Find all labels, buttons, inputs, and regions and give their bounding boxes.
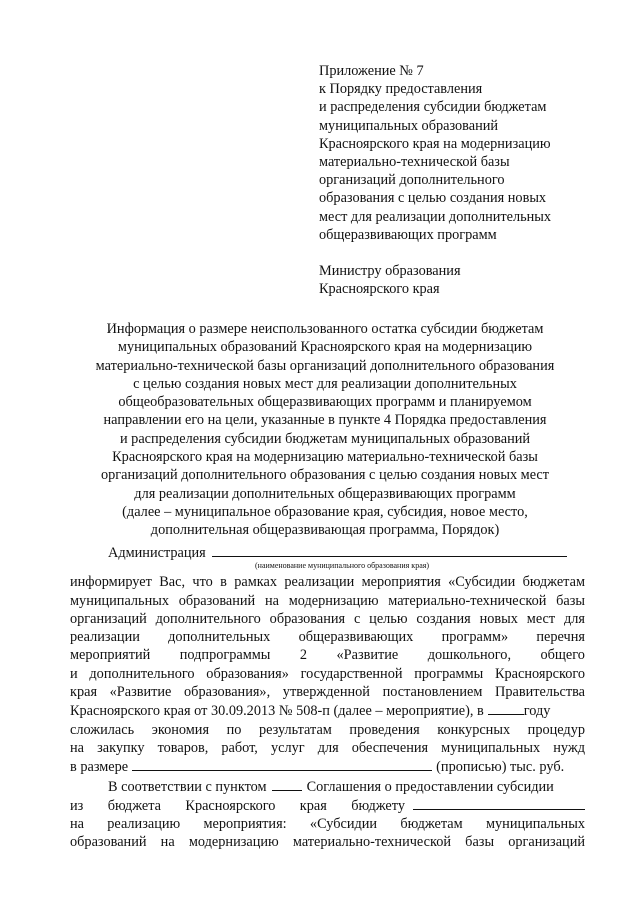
document-title: [70, 320, 580, 540]
appendix-line: муниципальных образований: [319, 117, 499, 134]
budget-row: [70, 796, 585, 815]
title-line: для реализации дополнительных общеразвивающих программ: [134, 485, 516, 502]
clause-prefix: В соответствии с пунктом: [108, 778, 267, 795]
appendix-line: материально-технической базы: [319, 154, 510, 171]
amount-field[interactable]: [132, 757, 432, 771]
amount-prefix: в размере: [70, 759, 129, 776]
clause-number-field[interactable]: [272, 777, 302, 791]
word: 2: [299, 647, 308, 664]
amount-suffix: (прописью) тыс. руб.: [436, 759, 565, 776]
addressee: [319, 262, 619, 298]
title-line: организаций дополнительного образования с целью создания новых мест: [100, 467, 550, 484]
budget-words: [70, 797, 405, 815]
appendix-block: [319, 62, 619, 298]
title-line: общеобразовательных общеразвивающих программ и планируемом: [118, 394, 532, 411]
title-line: с целью создания новых мест для реализации дополнительных: [133, 375, 517, 392]
year-field[interactable]: [488, 701, 524, 715]
title-line: Красноярского края на модернизацию материально-технической базы: [112, 449, 538, 466]
amount-row: [70, 757, 585, 776]
title-line: направлении его на цели, указанные в пункте 4 Порядка предоставления: [103, 412, 547, 429]
clause-row: [70, 777, 585, 796]
paragraph-line: на закупку товаров, работ, услуг для обеспечения муниципальных нужд: [70, 739, 585, 756]
word: «Развитие: [336, 647, 399, 664]
word: программ»: [441, 629, 509, 646]
appendix-line: организаций дополнительного: [319, 172, 505, 189]
paragraph-line: информирует Вас, что в рамках реализации мероприятия «Субсидии бюджетам: [70, 574, 585, 591]
title-line: материально-технической базы организаций дополнительного образования: [95, 357, 555, 374]
word: «Субсидии: [309, 816, 378, 833]
word: на: [70, 816, 84, 833]
paragraph-line: края «Развитие образования», утвержденной постановлением Правительства: [70, 684, 585, 701]
appendix-line: Красноярского края на модернизацию: [319, 135, 551, 152]
paragraph-line-spread: [70, 628, 585, 646]
paragraph-line: муниципальных образований на модернизацию материально-технической базы: [70, 592, 585, 609]
budget-recipient-field[interactable]: [413, 796, 585, 810]
addressee-line: Красноярского края: [319, 281, 440, 298]
appendix-line: к Порядку предоставления: [319, 81, 483, 98]
word: общеразвивающих: [298, 629, 414, 646]
appendix-line: и распределения субсидии бюджетам: [319, 99, 547, 116]
paragraph-line: образований на модернизацию материально-технической базы организаций: [70, 834, 585, 851]
appendix-line: Приложение № 7: [319, 63, 424, 79]
word: реализацию: [107, 816, 181, 833]
word: реализации: [70, 629, 140, 646]
title-line: дополнительная общеразвивающая программа, Порядок): [150, 522, 500, 539]
addressee-line: Министру образования: [319, 263, 461, 280]
admin-label: Администрация: [108, 545, 206, 561]
word: из: [70, 797, 84, 814]
document-body: [70, 543, 585, 852]
word: перечня: [536, 629, 585, 646]
title-line: и распределения субсидии бюджетам муниципальных образований: [119, 430, 531, 447]
paragraph-line-spread: [70, 815, 585, 833]
word: подпрограммы: [179, 647, 271, 664]
paragraph-line: организаций дополнительного образования с целью создания новых мест для: [70, 610, 585, 627]
year-prefix: Красноярского края от 30.09.2013 № 508-п (далее – мероприятие), в: [70, 703, 484, 720]
appendix-line: общеразвивающих программ: [319, 226, 497, 243]
admin-row: [70, 543, 585, 562]
word: дополнительных: [168, 629, 271, 646]
paragraph-line: и дополнительного образования» государственной программы Красноярского: [70, 665, 585, 682]
word: общего: [540, 647, 585, 664]
admin-caption: (наименование муниципального образования края): [255, 561, 430, 571]
paragraph-line-spread: [70, 646, 585, 664]
word: бюджету: [351, 797, 405, 814]
word: края: [299, 797, 327, 814]
word: муниципальных: [485, 816, 585, 833]
title-line: Информация о размере неиспользованного остатка субсидии бюджетам: [106, 321, 544, 337]
appendix-line: образования с целью создания новых: [319, 190, 547, 207]
appendix-line: мест для реализации дополнительных: [319, 208, 552, 225]
word: мероприятий: [70, 647, 151, 664]
clause-suffix: Соглашения о предоставлении субсидии: [306, 778, 554, 795]
paragraph-line: сложилась экономия по результатам проведения конкурсных процедур: [70, 721, 585, 738]
year-suffix: году: [523, 703, 551, 720]
title-line: муниципальных образований Красноярского края на модернизацию: [117, 339, 533, 356]
word: бюджетам: [400, 816, 463, 833]
municipality-name-field[interactable]: [212, 543, 567, 557]
word: бюджета: [107, 797, 162, 814]
word: Красноярского: [185, 797, 276, 814]
word: мероприятия:: [203, 816, 287, 833]
year-row: [70, 701, 585, 720]
title-line: (далее – муниципальное образование края, субсидия, новое место,: [122, 503, 528, 520]
word: дошкольного,: [427, 647, 512, 664]
